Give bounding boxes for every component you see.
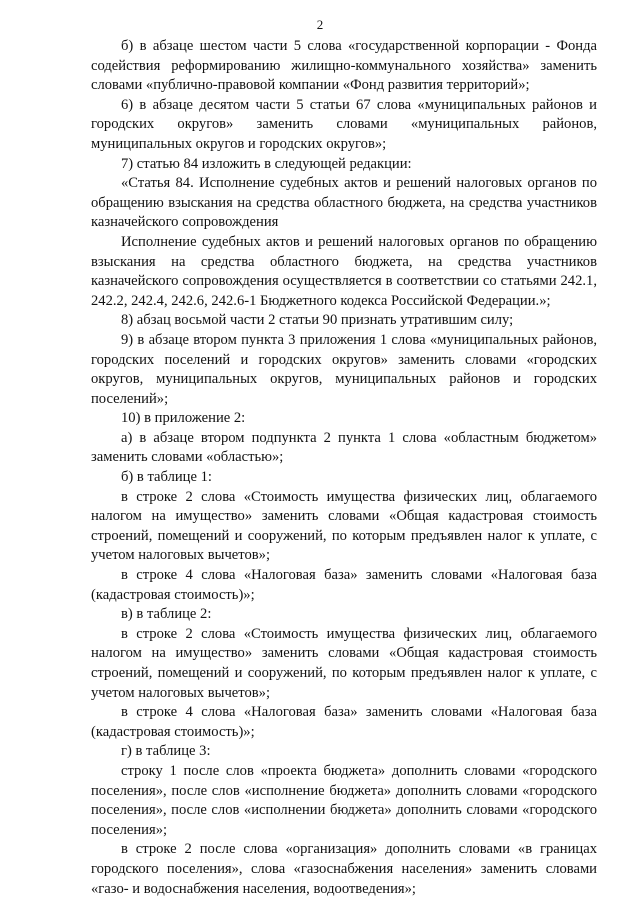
paragraph-table-1-row-2: в строке 2 слова «Стоимость имущества физических лиц, облагаемого налогом на имущество» заменить словами «Общая кадастровая стоимость строений, помещений и сооружений, по которым предъявлен налог к уплате, с учетом налоговых вычетов»; <box>91 488 597 564</box>
paragraph-10-appendix-2: 10) в приложение 2: <box>121 410 246 427</box>
page-number: 2 <box>316 17 324 32</box>
paragraph-6-article-67: 6) в абзаце десятом части 5 статьи 67 слова «муниципальных районов и городских округов» заменить словами «муниципальных районов, муниципальных округов и городских округов»; <box>91 96 597 152</box>
paragraph-10a: а) в абзаце втором подпункта 2 пункта 1 слова «областным бюджетом» заменить словами «областью»; <box>91 429 597 466</box>
paragraph-table-3-row-1: строку 1 после слов «проекта бюджета» дополнить словами «городского поселения», после слов «исполнение бюджета» дополнить словами «городского поселения», после слов «исполнении бюджета» дополнить словами «городского поселения»; <box>91 762 597 838</box>
paragraph-table-1-row-4: в строке 4 слова «Налоговая база» заменить словами «Налоговая база (кадастровая стоимость)»; <box>91 567 597 603</box>
paragraph-9-appendix-1: 9) в абзаце втором пункта 3 приложения 1 слова «муниципальных районов, городских поселений и городских округов» заменить словами «городских округов, муниципальных округов, муниципальных районов и городских поселений»; <box>91 331 597 407</box>
paragraph-10v-table-2: в) в таблице 2: <box>121 606 212 623</box>
paragraph-article-84-body: Исполнение судебных актов и решений налоговых органов по обращению взыскания на средства областного бюджета, на средства участников казначейского сопровождения осуществляется в соответствии со статьями 242.1, 242.2, 242.4, 242.6, 242.6-1 Бюджетного кодекса Российской Федерации.»; <box>91 233 597 309</box>
paragraph-table-2-row-4: в строке 4 слова «Налоговая база» заменить словами «Налоговая база (кадастровая стоимость)»; <box>91 704 597 740</box>
paragraph-article-84-title: «Статья 84. Исполнение судебных актов и решений налоговых органов по обращению взыскания на средства областного бюджета, на средства участников казначейского сопровождения <box>91 175 597 231</box>
paragraph-7-article-84-intro: 7) статью 84 изложить в следующей редакции: <box>121 155 412 172</box>
paragraph-table-3-row-2: в строке 2 после слова «организация» дополнить словами «в границах городского поселения», слова «газоснабжения населения» заменить словами «газо- и водоснабжения населения, водоотведения»; <box>91 841 597 897</box>
paragraph-8-article-90: 8) абзац восьмой части 2 статьи 90 признать утратившим силу; <box>121 312 514 329</box>
paragraph-table-2-row-2: в строке 2 слова «Стоимость имущества физических лиц, облагаемого налогом на имущество» заменить словами «Общая кадастровая стоимость строений, помещений и сооружений, по которым предъявлен налог к уплате, с учетом налоговых вычетов»; <box>91 625 597 701</box>
paragraph-5b-words-replacement: б) в абзаце шестом части 5 слова «государственной корпорации - Фонда содействия реформированию жилищно-коммунального хозяйства» заменить словами «публично-правовой компании «Фонд развития территорий»; <box>91 38 597 94</box>
paragraph-10b-table-1: б) в таблице 1: <box>121 469 212 486</box>
paragraph-10g-table-3: г) в таблице 3: <box>121 743 211 760</box>
document-body <box>91 37 597 899</box>
